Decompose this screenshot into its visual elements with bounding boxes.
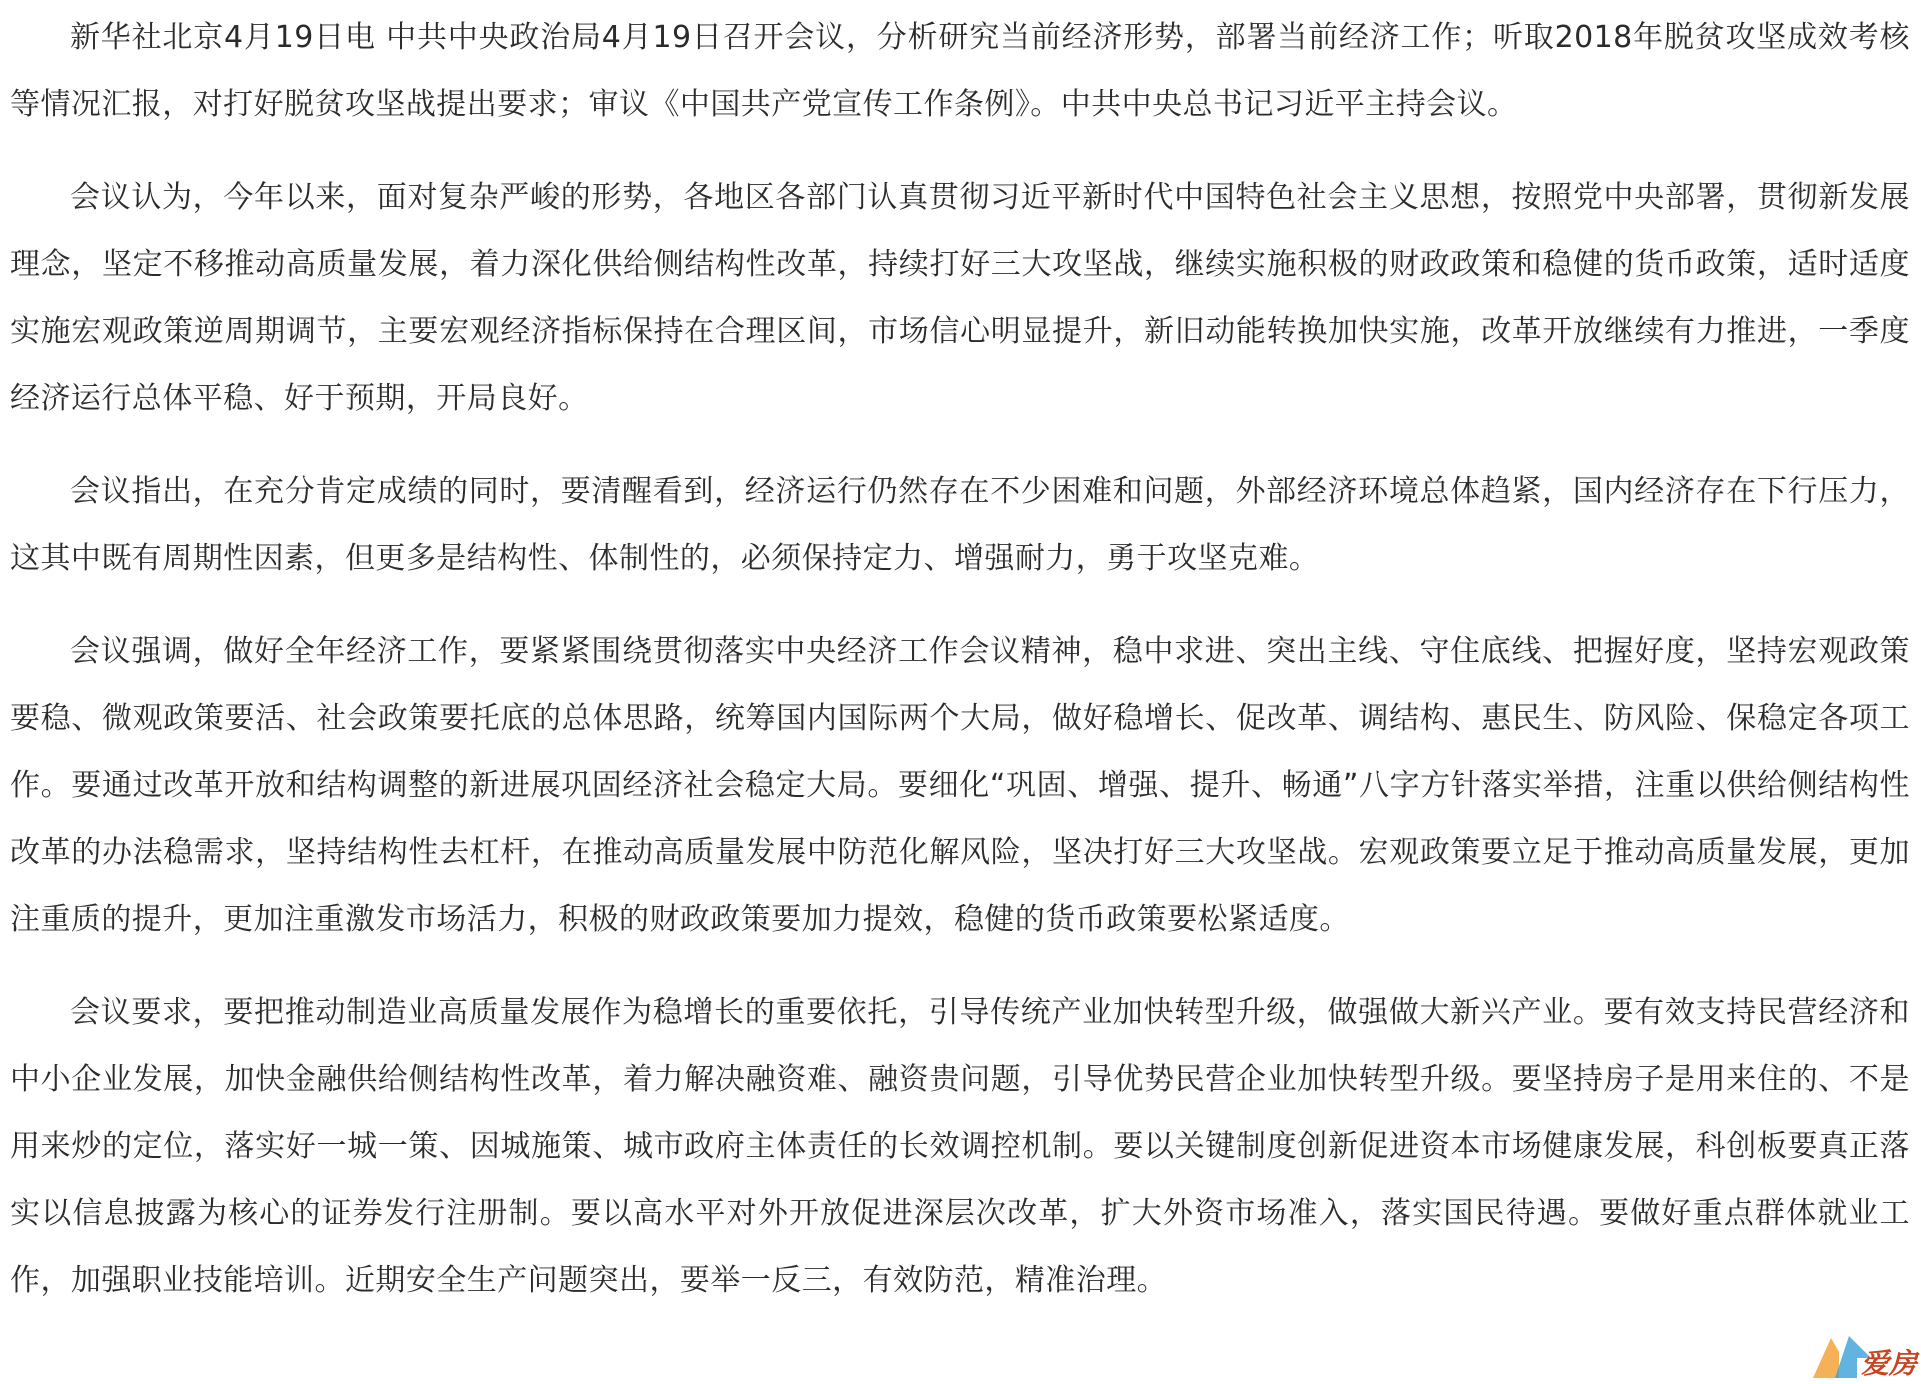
watermark-text: 爱房 (1860, 1347, 1917, 1380)
article-body (10, 4, 1910, 1340)
article-paragraph-3: 会议指出，在充分肯定成绩的同时，要清醒看到，经济运行仍然存在不少困难和问题，外部经济环境总体趋紧，国内经济存在下行压力，这其中既有周期性因素，但更多是结构性、体制性的，必须保持定力、增强耐力，勇于攻坚克难。 (10, 474, 1910, 576)
watermark-logo (1809, 1328, 1921, 1384)
article-paragraph-2: 会议认为，今年以来，面对复杂严峻的形势，各地区各部门认真贯彻习近平新时代中国特色社会主义思想，按照党中央部署，贯彻新发展理念，坚定不移推动高质量发展，着力深化供给侧结构性改革，持续打好三大攻坚战，继续实施积极的财政政策和稳健的货币政策，适时适度实施宏观政策逆周期调节，主要宏观经济指标保持在合理区间，市场信心明显提升，新旧动能转换加快实施，改革开放继续有力推进，一季度经济运行总体平稳、好于预期，开局良好。 (10, 180, 1910, 416)
article-paragraph-1: 新华社北京4月19日电 中共中央政治局4月19日召开会议，分析研究当前经济形势，部署当前经济工作；听取2018年脱贫攻坚成效考核等情况汇报，对打好脱贫攻坚战提出要求；审议《中国共产党宣传工作条例》。中共中央总书记习近平主持会议。 (10, 20, 1910, 122)
article-paragraph-5: 会议要求，要把推动制造业高质量发展作为稳增长的重要依托，引导传统产业加快转型升级，做强做大新兴产业。要有效支持民营经济和中小企业发展，加快金融供给侧结构性改革，着力解决融资难、融资贵问题，引导优势民营企业加快转型升级。要坚持房子是用来住的、不是用来炒的定位，落实好一城一策、因城施策、城市政府主体责任的长效调控机制。要以关键制度创新促进资本市场健康发展，科创板要真正落实以信息披露为核心的证券发行注册制。要以高水平对外开放促进深层次改革，扩大外资市场准入，落实国民待遇。要做好重点群体就业工作，加强职业技能培训。近期安全生产问题突出，要举一反三，有效防范，精准治理。 (10, 995, 1910, 1298)
article-paragraph-4: 会议强调，做好全年经济工作，要紧紧围绕贯彻落实中央经济工作会议精神，稳中求进、突出主线、守住底线、把握好度，坚持宏观政策要稳、微观政策要活、社会政策要托底的总体思路，统筹国内国际两个大局，做好稳增长、促改革、调结构、惠民生、防风险、保稳定各项工作。要通过改革开放和结构调整的新进展巩固经济社会稳定大局。要细化“巩固、增强、提升、畅通”八字方针落实举措，注重以供给侧结构性改革的办法稳需求，坚持结构性去杠杆，在推动高质量发展中防范化解风险，坚决打好三大攻坚战。宏观政策要立足于推动高质量发展，更加注重质的提升，更加注重激发市场活力，积极的财政政策要加力提效，稳健的货币政策要松紧适度。 (10, 634, 1910, 937)
